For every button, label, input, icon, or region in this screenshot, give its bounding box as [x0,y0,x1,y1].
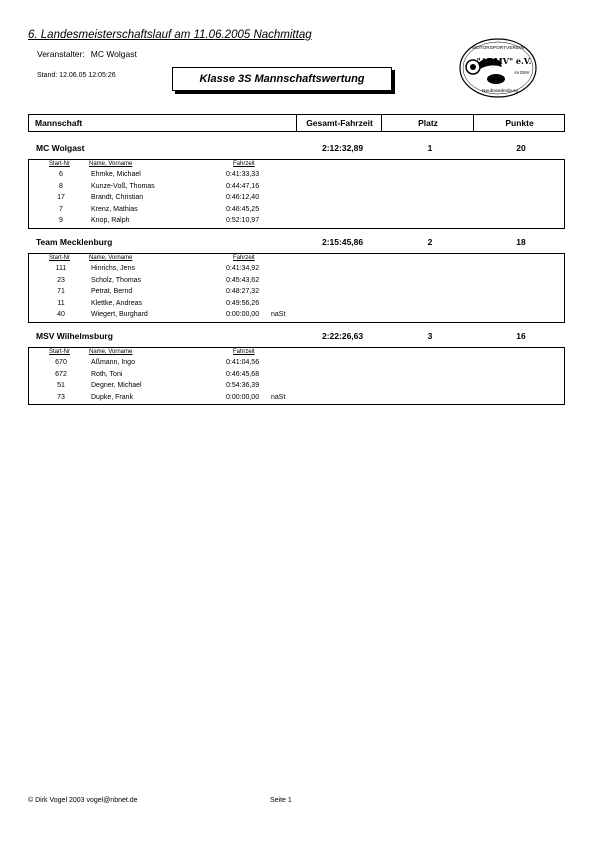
name-header: Name, Vorname [89,161,133,167]
team-block [28,143,565,229]
team-members-list [28,347,565,405]
footer-copyright: © Dirk Vogel 2003 vogel@nbnet.de [28,797,138,804]
team-name: Team Mecklenburg [36,237,113,247]
member-time: 0:00:00,00 [226,311,260,318]
stand-timestamp: Stand: 12.06.05 12:05:26 [37,72,116,79]
member-name: Dupke, Frank [91,393,134,401]
member-row [29,381,564,393]
team-place: 1 [427,143,433,153]
team-points: 18 [516,237,526,247]
member-row [29,193,564,205]
members-header [29,348,564,358]
members-header [29,160,564,170]
member-name: Degner, Michael [91,382,142,389]
club-logo-graphic [458,37,538,99]
start-number: 73 [57,393,65,401]
member-time: 0:41:34,92 [226,265,260,272]
logo-right-text: im DMV [514,70,530,75]
members-header [29,254,564,264]
member-name: Aßmann, Ingo [91,359,135,366]
col-points-header: Punkte [473,115,565,131]
member-name: Wiegert, Burghard [91,311,148,318]
member-time: 0:41:33,33 [226,171,260,178]
team-members-list [28,253,565,323]
col-team-header: Mannschaft [35,118,83,128]
member-name: Klettke, Andreas [91,299,142,307]
member-time: 0:00:00,00 [226,393,260,401]
team-place: 2 [427,237,433,247]
start-number: 8 [59,182,63,190]
member-time: 0:46:45,25 [226,205,260,213]
member-time: 0:46:45,68 [226,370,260,378]
col-total-time-header: Gesamt-Fahrzeit [296,115,382,131]
team-total-time: 2:12:32,89 [322,143,364,153]
start-number: 670 [55,359,67,366]
start-number: 71 [57,288,65,295]
member-time: 0:41:04,56 [226,359,260,366]
member-name: Petrat, Bernd [91,288,133,295]
member-row [29,170,564,182]
member-time: 0:52:10,97 [226,217,260,224]
start-number: 40 [57,311,65,318]
start-number: 17 [57,194,65,201]
member-row [29,358,564,370]
class-title: Klasse 3S Mannschaftswertung [199,73,365,85]
member-row [29,182,564,194]
member-time: 0:44:47,16 [226,182,260,190]
time-header: Fahrzeit [233,161,255,167]
start-number: 9 [59,217,63,224]
member-name: Knop, Ralph [91,217,130,224]
logo-bottom-text: Neubrandenburg [481,89,519,94]
organizer-value: MC Wolgast [90,49,137,59]
member-row [29,287,564,299]
results-table-header [28,114,565,132]
member-name: Hinrichs, Jens [91,265,135,272]
logo-top-text: MOTORSPORTVEREIN [471,46,525,51]
member-row [29,310,564,322]
member-row [29,205,564,217]
document-title: 6. Landesmeisterschaftslauf am 11.06.2005 Nachmittag [28,29,312,41]
team-block [28,331,565,405]
team-name: MSV Wilhelmsburg [36,331,113,341]
start-number-header: Start-Nr [49,349,70,355]
team-total-time: 2:22:26,63 [322,331,364,341]
team-summary-row [28,143,565,157]
member-row [29,370,564,382]
member-row [29,393,564,405]
team-total-time: 2:15:45,86 [322,237,364,247]
member-name: Roth, Toni [91,370,123,378]
member-time: 0:54:36,39 [226,382,260,389]
start-number-header: Start-Nr [49,255,70,261]
team-name: MC Wolgast [36,143,85,153]
member-status: naSt [271,311,286,318]
start-number: 6 [59,171,63,178]
member-time: 0:49:56,26 [226,299,260,307]
start-number: 111 [55,265,67,272]
member-name: Ehmke, Michael [91,171,141,178]
member-name: Scholz, Thomas [91,276,142,284]
member-row [29,216,564,228]
start-number: 7 [59,205,63,213]
member-row [29,264,564,276]
organizer-line [37,49,137,59]
member-status: naSt [271,393,286,401]
team-points: 16 [516,331,526,341]
time-header: Fahrzeit [233,349,255,355]
name-header: Name, Vorname [89,255,133,261]
footer-page-number: Seite 1 [270,797,292,804]
start-number: 672 [55,370,67,378]
member-name: Kunze-Voß, Thomas [91,182,155,190]
member-time: 0:45:43,62 [226,276,260,284]
member-name: Brandt, Christian [91,194,144,201]
logo-mid-text: "ADMV" e.V. [476,56,532,66]
start-number: 51 [57,382,65,389]
team-members-list [28,159,565,229]
organizer-label: Veranstalter: [37,49,85,59]
col-place-header: Platz [381,115,474,131]
team-points: 20 [516,143,526,153]
team-summary-row [28,237,565,251]
member-time: 0:48:27,32 [226,288,260,295]
member-name: Krenz, Mathias [91,205,138,213]
start-number: 23 [57,276,65,284]
member-row [29,299,564,311]
club-logo [458,37,538,99]
team-summary-row [28,331,565,345]
time-header: Fahrzeit [233,255,255,261]
team-block [28,237,565,323]
class-title-box [172,67,392,91]
name-header: Name, Vorname [89,349,133,355]
start-number-header: Start-Nr [49,161,70,167]
team-place: 3 [427,331,433,341]
member-time: 0:46:12,40 [226,194,260,201]
member-row [29,276,564,288]
start-number: 11 [57,299,65,307]
